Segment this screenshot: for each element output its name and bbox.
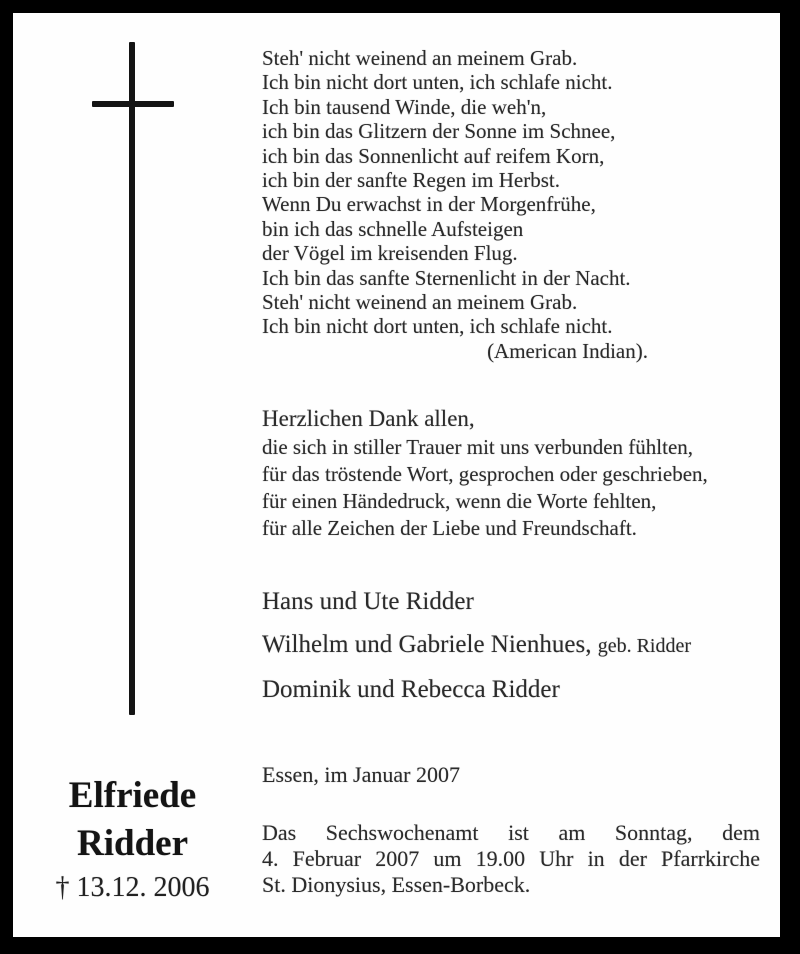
poem: [262, 46, 648, 363]
cross-horizontal-bar: [92, 101, 174, 107]
mourner-maiden-name: geb. Ridder: [597, 635, 692, 657]
poem-line: ich bin das Glitzern der Sonne im Schnee,: [262, 119, 616, 144]
city-date-line: Essen, im Januar 2007: [262, 762, 460, 787]
mourner-line: Dominik und Rebecca Ridder: [262, 676, 560, 703]
deceased-name-block: [40, 772, 225, 908]
poem-line: Steh' nicht weinend an meinem Grab.: [262, 46, 578, 70]
poem-line: Steh' nicht weinend an meinem Grab.: [262, 290, 578, 315]
poem-line: ich bin das Sonnenlicht auf reifem Korn,: [262, 143, 605, 168]
poem-attribution: (American Indian).: [487, 338, 648, 363]
obituary-card: [13, 13, 780, 937]
thanks-line: für alle Zeichen der Liebe und Freundschaft.: [262, 516, 637, 540]
death-date: † 13.12. 2006: [55, 872, 210, 903]
deceased-last-name: Ridder: [77, 823, 188, 864]
poem-line: bin ich das schnelle Aufsteigen: [262, 216, 524, 241]
service-line: Das Sechswochenamt ist am Sonntag, dem: [262, 820, 760, 845]
cross-vertical-bar: [129, 42, 135, 715]
poem-line: Ich bin tausend Winde, die weh'n,: [262, 94, 547, 119]
thanks-title: Herzlichen Dank allen,: [262, 406, 475, 431]
service-line: 4. Februar 2007 um 19.00 Uhr in der Pfarrkirche: [262, 846, 760, 871]
poem-line: Ich bin das sanfte Sternenlicht in der Nacht.: [262, 265, 631, 290]
service-announcement: [262, 820, 760, 898]
mourners-list: [262, 580, 782, 711]
thanks-line: für einen Händedruck, wenn die Worte fehlten,: [262, 489, 657, 513]
mourner-line: Hans und Ute Ridder: [262, 588, 474, 615]
poem-line: Ich bin nicht dort unten, ich schlafe nicht.: [262, 314, 613, 339]
thanks-section: [262, 404, 782, 542]
service-line: St. Dionysius, Essen-Borbeck.: [262, 872, 531, 897]
deceased-first-name: Elfriede: [68, 775, 197, 816]
mourner-line: [262, 623, 782, 668]
mourner-names: Wilhelm und Gabriele Nienhues,: [262, 631, 592, 658]
poem-line: ich bin der sanfte Regen im Herbst.: [262, 168, 560, 193]
thanks-line: für das tröstende Wort, gesprochen oder geschrieben,: [262, 462, 708, 486]
poem-line: Ich bin nicht dort unten, ich schlafe nicht.: [262, 70, 613, 95]
thanks-line: die sich in stiller Trauer mit uns verbunden fühlten,: [262, 435, 694, 459]
poem-line: Wenn Du erwachst in der Morgenfrühe,: [262, 192, 596, 217]
poem-line: der Vögel im kreisenden Flug.: [262, 241, 518, 266]
